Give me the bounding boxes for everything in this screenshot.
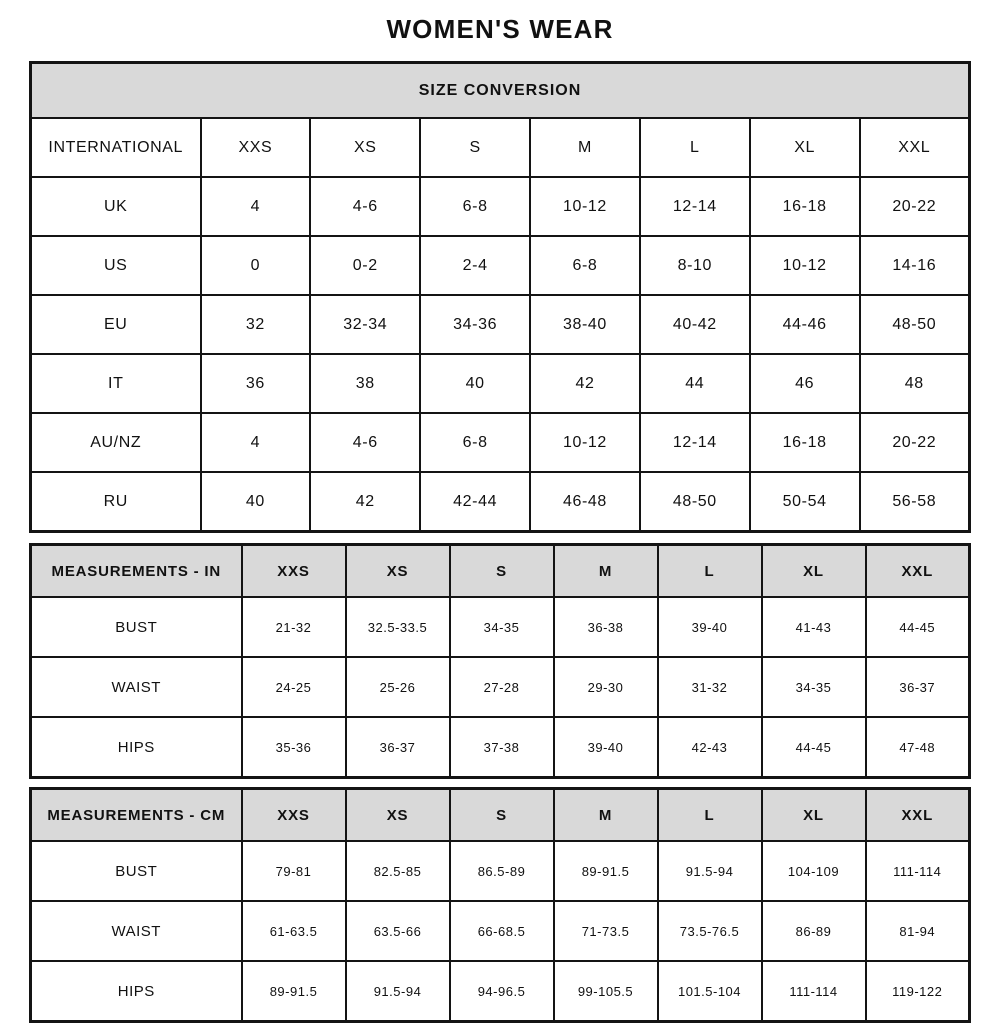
row-label: RU	[31, 472, 201, 532]
row-label: EU	[31, 295, 201, 354]
table-row	[31, 177, 970, 236]
data-cell: 82.5-85	[346, 841, 450, 901]
data-cell: 42	[310, 472, 420, 532]
data-cell: 79-81	[242, 841, 346, 901]
data-cell: 99-105.5	[554, 961, 658, 1022]
data-cell: 42-44	[420, 472, 530, 532]
data-cell: 8-10	[640, 236, 750, 295]
data-cell: 14-16	[860, 236, 970, 295]
table-row	[31, 236, 970, 295]
table-banner: SIZE CONVERSION	[31, 63, 970, 119]
column-header: M	[530, 118, 640, 177]
table-banner-row	[31, 63, 970, 119]
data-cell: 36-37	[346, 717, 450, 778]
column-header: XS	[346, 545, 450, 598]
data-cell: 31-32	[658, 657, 762, 717]
data-cell: 40	[201, 472, 311, 532]
data-cell: 6-8	[530, 236, 640, 295]
data-cell: 34-35	[450, 597, 554, 657]
data-cell: 16-18	[750, 177, 860, 236]
data-cell: 56-58	[860, 472, 970, 532]
data-cell: 44	[640, 354, 750, 413]
data-cell: 86.5-89	[450, 841, 554, 901]
column-header: INTERNATIONAL	[31, 118, 201, 177]
data-cell: 37-38	[450, 717, 554, 778]
data-cell: 61-63.5	[242, 901, 346, 961]
table-title-cell: MEASUREMENTS - IN	[31, 545, 242, 598]
data-cell: 21-32	[242, 597, 346, 657]
table-row	[31, 961, 970, 1022]
table-row	[31, 717, 970, 778]
data-cell: 4-6	[310, 413, 420, 472]
data-cell: 89-91.5	[554, 841, 658, 901]
column-header: XL	[762, 545, 866, 598]
data-cell: 89-91.5	[242, 961, 346, 1022]
column-header: L	[640, 118, 750, 177]
row-label: IT	[31, 354, 201, 413]
data-cell: 12-14	[640, 413, 750, 472]
data-cell: 63.5-66	[346, 901, 450, 961]
data-cell: 42	[530, 354, 640, 413]
data-cell: 111-114	[866, 841, 970, 901]
data-cell: 47-48	[866, 717, 970, 778]
column-header: XS	[346, 789, 450, 842]
data-cell: 39-40	[658, 597, 762, 657]
data-cell: 6-8	[420, 177, 530, 236]
data-cell: 44-46	[750, 295, 860, 354]
data-cell: 44-45	[866, 597, 970, 657]
data-cell: 10-12	[530, 413, 640, 472]
data-cell: 34-35	[762, 657, 866, 717]
row-label: UK	[31, 177, 201, 236]
data-cell: 4	[201, 413, 311, 472]
table-row	[31, 841, 970, 901]
data-cell: 119-122	[866, 961, 970, 1022]
data-cell: 4	[201, 177, 311, 236]
column-header: M	[554, 545, 658, 598]
column-header: XL	[762, 789, 866, 842]
table-title-cell: MEASUREMENTS - CM	[31, 789, 242, 842]
column-header-row	[31, 545, 970, 598]
table-row	[31, 472, 970, 532]
data-cell: 6-8	[420, 413, 530, 472]
data-cell: 36-37	[866, 657, 970, 717]
data-cell: 38-40	[530, 295, 640, 354]
data-cell: 50-54	[750, 472, 860, 532]
data-cell: 25-26	[346, 657, 450, 717]
data-cell: 73.5-76.5	[658, 901, 762, 961]
column-header: L	[658, 545, 762, 598]
measurements-cm-table	[29, 787, 971, 1023]
row-label: BUST	[31, 841, 242, 901]
row-label: BUST	[31, 597, 242, 657]
row-label: US	[31, 236, 201, 295]
data-cell: 4-6	[310, 177, 420, 236]
column-header: S	[450, 789, 554, 842]
column-header: S	[450, 545, 554, 598]
data-cell: 16-18	[750, 413, 860, 472]
row-label: WAIST	[31, 901, 242, 961]
size-conversion-table	[29, 61, 971, 533]
data-cell: 91.5-94	[658, 841, 762, 901]
column-header: L	[658, 789, 762, 842]
data-cell: 24-25	[242, 657, 346, 717]
table-row	[31, 657, 970, 717]
data-cell: 12-14	[640, 177, 750, 236]
row-label: HIPS	[31, 961, 242, 1022]
table-row	[31, 597, 970, 657]
column-header-row	[31, 789, 970, 842]
data-cell: 36	[201, 354, 311, 413]
row-label: HIPS	[31, 717, 242, 778]
data-cell: 20-22	[860, 177, 970, 236]
data-cell: 27-28	[450, 657, 554, 717]
data-cell: 46	[750, 354, 860, 413]
column-header: M	[554, 789, 658, 842]
data-cell: 32.5-33.5	[346, 597, 450, 657]
data-cell: 91.5-94	[346, 961, 450, 1022]
data-cell: 104-109	[762, 841, 866, 901]
data-cell: 40	[420, 354, 530, 413]
data-cell: 20-22	[860, 413, 970, 472]
data-cell: 35-36	[242, 717, 346, 778]
data-cell: 38	[310, 354, 420, 413]
column-header: S	[420, 118, 530, 177]
table-row	[31, 413, 970, 472]
data-cell: 34-36	[420, 295, 530, 354]
data-cell: 36-38	[554, 597, 658, 657]
column-header: XXS	[242, 789, 346, 842]
page-title: WOMEN'S WEAR	[386, 14, 614, 44]
data-cell: 32-34	[310, 295, 420, 354]
data-cell: 0-2	[310, 236, 420, 295]
data-cell: 71-73.5	[554, 901, 658, 961]
column-header: XXL	[866, 789, 970, 842]
data-cell: 29-30	[554, 657, 658, 717]
column-header-row	[31, 118, 970, 177]
column-header: XL	[750, 118, 860, 177]
data-cell: 81-94	[866, 901, 970, 961]
data-cell: 94-96.5	[450, 961, 554, 1022]
data-cell: 86-89	[762, 901, 866, 961]
data-cell: 48-50	[860, 295, 970, 354]
column-header: XXS	[242, 545, 346, 598]
data-cell: 32	[201, 295, 311, 354]
size-chart-page	[29, 0, 971, 1023]
row-label: WAIST	[31, 657, 242, 717]
data-cell: 101.5-104	[658, 961, 762, 1022]
column-header: XXL	[860, 118, 970, 177]
data-cell: 46-48	[530, 472, 640, 532]
measurements-in-table	[29, 543, 971, 779]
data-cell: 41-43	[762, 597, 866, 657]
data-cell: 0	[201, 236, 311, 295]
column-header: XXS	[201, 118, 311, 177]
data-cell: 2-4	[420, 236, 530, 295]
table-row	[31, 354, 970, 413]
data-cell: 40-42	[640, 295, 750, 354]
table-row	[31, 295, 970, 354]
data-cell: 66-68.5	[450, 901, 554, 961]
data-cell: 39-40	[554, 717, 658, 778]
column-header: XS	[310, 118, 420, 177]
data-cell: 111-114	[762, 961, 866, 1022]
data-cell: 42-43	[658, 717, 762, 778]
data-cell: 10-12	[750, 236, 860, 295]
data-cell: 10-12	[530, 177, 640, 236]
data-cell: 44-45	[762, 717, 866, 778]
data-cell: 48-50	[640, 472, 750, 532]
table-row	[31, 901, 970, 961]
column-header: XXL	[866, 545, 970, 598]
row-label: AU/NZ	[31, 413, 201, 472]
data-cell: 48	[860, 354, 970, 413]
